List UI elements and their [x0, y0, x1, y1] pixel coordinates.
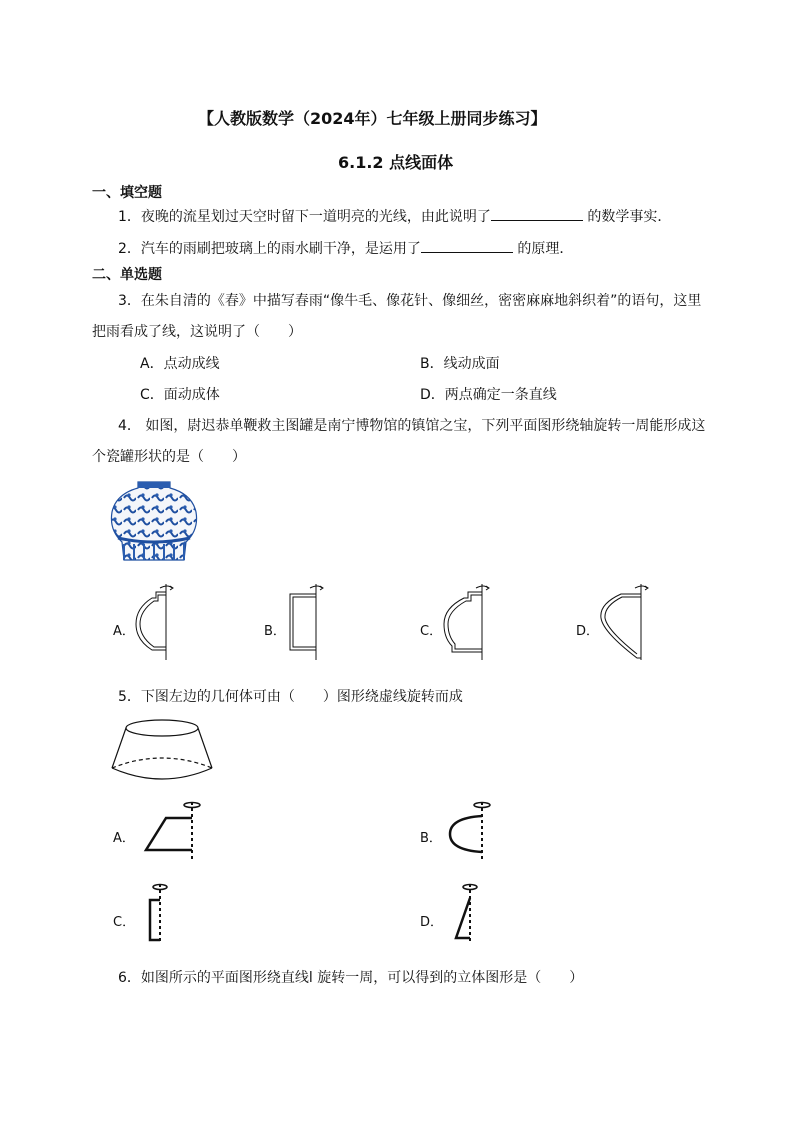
question-4-line-1: 4． 如图，尉迟恭单鞭救主图罐是南宁博物馆的镇馆之宝，下列平面图形绕轴旋转一周能形成这 [118, 418, 706, 434]
section-single-heading: 二、单选题 [92, 267, 162, 283]
question-5-text: 5．下图左边的几何体可由（ ）图形绕虚线旋转而成 [118, 689, 463, 705]
question-6-text: 6．如图所示的平面图形绕直线l 旋转一周，可以得到的立体图形是（ ） [118, 970, 584, 986]
question-5-figure-a[interactable] [140, 800, 210, 864]
question-5-label-c[interactable]: C． [113, 915, 136, 930]
question-4-figure-b[interactable] [280, 582, 330, 662]
question-2-tail: 的原理． [512, 241, 574, 257]
section-fill-heading: 一、填空题 [92, 185, 162, 201]
answer-blank-1[interactable] [491, 206, 583, 221]
question-3-option-c[interactable]: C．面动成体 [140, 387, 220, 403]
question-4-label-c[interactable]: C． [420, 624, 443, 639]
question-3-option-d[interactable]: D．两点确定一条直线 [420, 387, 557, 403]
question-4-figure-a[interactable] [130, 582, 180, 662]
question-4-line-2: 个瓷罐形状的是（ ） [92, 449, 246, 465]
question-3-line-1: 3．在朱自清的《春》中描写春雨“像牛毛、像花针、像细丝，密密麻麻地斜织着”的语句，这里 [118, 293, 702, 309]
porcelain-jar-image [108, 480, 200, 564]
question-3-line-2: 把雨看成了线，这说明了（ ） [92, 324, 302, 340]
question-4-label-a[interactable]: A． [113, 624, 135, 639]
answer-blank-2[interactable] [421, 238, 513, 253]
question-5-label-b[interactable]: B． [420, 831, 442, 846]
question-5-figure-c[interactable] [140, 882, 180, 946]
question-1-text: 1．夜晚的流星划过天空时留下一道明亮的光线，由此说明了 [118, 209, 491, 225]
frustum-figure [108, 718, 218, 782]
question-4-figure-c[interactable] [436, 582, 496, 662]
question-4-label-b[interactable]: B． [264, 624, 286, 639]
question-1 [118, 206, 671, 226]
page-subtitle: 6.1.2 点线面体 [338, 153, 454, 172]
question-4-figure-d[interactable] [595, 582, 665, 662]
question-2 [118, 238, 573, 258]
question-2-text: 2．汽车的雨刷把玻璃上的雨水刷干净，是运用了 [118, 241, 421, 257]
question-3-option-a[interactable]: A．点动成线 [140, 356, 220, 372]
question-1-tail: 的数学事实． [582, 209, 672, 225]
question-5-label-d[interactable]: D． [420, 915, 444, 930]
question-3-option-b[interactable]: B．线动成面 [420, 356, 500, 372]
question-5-label-a[interactable]: A． [113, 831, 135, 846]
question-5-figure-b[interactable] [440, 800, 500, 864]
question-4-label-d[interactable]: D． [576, 624, 600, 639]
question-5-figure-d[interactable] [448, 882, 488, 946]
page-title: 【人教版数学（2024年）七年级上册同步练习】 [198, 109, 547, 128]
